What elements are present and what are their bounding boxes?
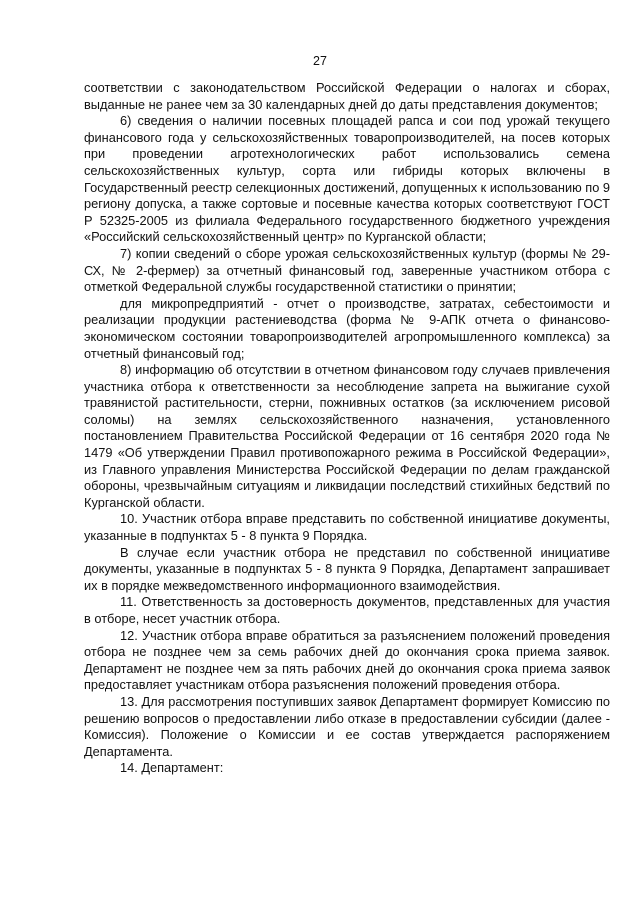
- paragraph-tax-documents: соответствии с законодательством Российской Федерации о налогах и сборах, выданные не ранее чем за 30 календарных дней до даты представления документов;: [84, 80, 610, 112]
- paragraph-clause-11: 11. Ответственность за достоверность документов, представленных для участия в отборе, несет участник отбора.: [84, 594, 610, 626]
- paragraph-clause-10-request: В случае если участник отбора не представил по собственной инициативе документы, указанные в подпунктах 5 - 8 пункта 9 Порядка, Департамент запрашивает их в порядке межведомственного информационного взаимодействия.: [84, 544, 610, 593]
- paragraph-item-8-burning-info: 8) информацию об отсутствии в отчетном финансовом году случаев привлечения участника отбора к ответственности за несоблюдение запрета на выжигание сухой травянистой растительности, стерни, пожнивных остатков (за исключением рисовой соломы) на землях сельскохозяйственного назначения, установленного постановлением Правительства Российской Федерации от 16 сентября 2020 года № 1479 «Об утверждении Правил противопожарного режима в Российской Федерации», из Главного управления Министерства Российской Федерации по делам гражданской обороны, чрезвычайным ситуациям и ликвидации последствий стихийных бедствий по Курганской области.: [84, 362, 610, 510]
- paragraph-clause-13: 13. Для рассмотрения поступивших заявок Департамент формирует Комиссию по решению вопросов о предоставлении либо отказе в предоставлении субсидии (далее - Комиссия). Положение о Комиссии и ее состав утверждается распоряжением Департамента.: [84, 693, 610, 759]
- paragraph-item-6-sown-areas: 6) сведения о наличии посевных площадей рапса и сои под урожай текущего финансового года у сельскохозяйственных товаропроизводителей, на посев которых при проведении агротехнологических работ использовались семена сельскохозяйственных культур, сорта или гибриды которых включены в Государственный реестр селекционных достижений, допущенных к использованию по 9 региону допуска, а также сортовые и посевные качества которых соответствуют ГОСТ Р 52325-2005 из филиала Федерального государственного бюджетного учреждения «Российский сельскохозяйственный центр» по Курганской области;: [84, 113, 610, 245]
- document-body: [84, 80, 610, 777]
- paragraph-micro-enterprises: для микропредприятий - отчет о производстве, затратах, себестоимости и реализации продукции растениеводства (форма № 9-АПК отчета о финансово-экономическом состоянии товаропроизводителей агропромышленного комплекса) за отчетный финансовый год;: [84, 295, 610, 361]
- page-number: 27: [313, 54, 327, 68]
- paragraph-clause-10: 10. Участник отбора вправе представить по собственной инициативе документы, указанные в подпунктах 5 - 8 пункта 9 Порядка.: [84, 511, 610, 544]
- paragraph-item-7-harvest-reports: 7) копии сведений о сборе урожая сельскохозяйственных культур (формы № 29-СХ, № 2-фермер) за отчетный финансовый год, заверенные участником отбора с отметкой Федеральной службы государственной статистики о принятии;: [84, 245, 610, 295]
- paragraph-clause-12: 12. Участник отбора вправе обратиться за разъяснением положений проведения отбора не позднее чем за семь рабочих дней до окончания срока приема заявок. Департамент не позднее чем за пять рабочих дней до окончания срока приема заявок предоставляет участникам отбора разъяснения положений проведения отбора.: [84, 627, 610, 693]
- paragraph-clause-14: 14. Департамент:: [120, 760, 224, 776]
